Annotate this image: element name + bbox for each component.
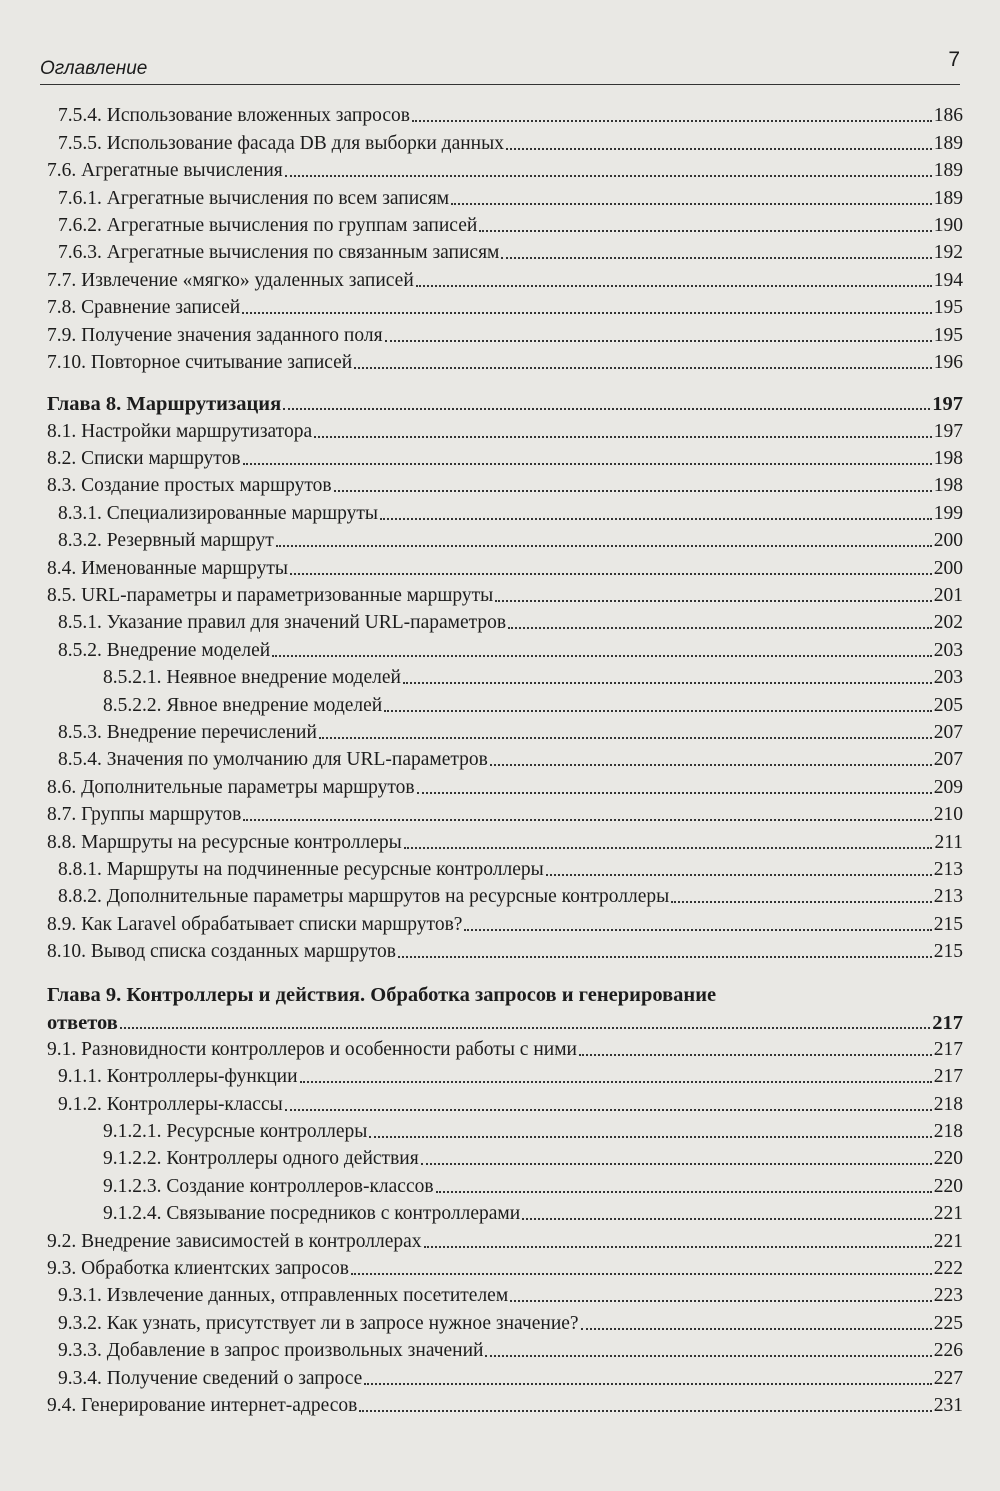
toc-entry-page: 200	[933, 557, 963, 579]
toc-entry[interactable]	[0, 854, 1000, 881]
toc-entry-page: 186	[933, 105, 963, 127]
toc-entry-title: 8.4. Именованные маршруты	[47, 557, 288, 579]
toc-entry-title: 7.10. Повторное считывание записей	[47, 351, 353, 373]
toc-entry-title: 7.6.2. Агрегатные вычисления по группам записей	[58, 214, 478, 236]
toc-entry-title: 9.1.2. Контроллеры-классы	[58, 1093, 283, 1115]
toc-entry[interactable]	[0, 1307, 1000, 1334]
toc-entry-page: 194	[933, 269, 963, 291]
toc-entry-page: 207	[933, 749, 963, 771]
toc-entry[interactable]	[0, 580, 1000, 607]
toc-entry[interactable]	[0, 470, 1000, 497]
dot-leader	[319, 737, 932, 739]
toc-entry-title: 8.8.1. Маршруты на подчиненные ресурсные контроллеры	[58, 858, 544, 880]
toc-entry-page: 207	[933, 721, 963, 743]
toc-entry[interactable]	[0, 1335, 1000, 1362]
toc-entry-page: 215	[933, 913, 963, 935]
toc-entry[interactable]	[0, 1390, 1000, 1417]
toc-entry-title: 8.10. Вывод списка созданных маршрутов	[47, 941, 396, 963]
dot-leader	[290, 573, 932, 575]
toc-entry-title: 8.1. Настройки маршрутизатора	[47, 420, 313, 442]
toc-entry-page: 221	[933, 1230, 963, 1252]
toc-entry-page: 201	[933, 585, 963, 607]
chapter-gap	[0, 374, 1000, 388]
toc-entry-title: 8.5.2. Внедрение моделей	[58, 639, 271, 661]
dot-leader	[421, 1163, 932, 1165]
toc-entry-page: 195	[933, 324, 963, 346]
toc-entry-page: 192	[933, 242, 963, 264]
toc-entry-title: Глава 9. Контроллеры и действия. Обработка запросов и генерирование	[47, 984, 717, 1007]
toc-entry[interactable]	[0, 237, 1000, 264]
dot-leader	[242, 312, 932, 314]
dot-leader	[451, 203, 932, 205]
dot-leader	[359, 1410, 931, 1412]
dot-leader	[354, 367, 932, 369]
toc-entry-title: 9.3.4. Получение сведений о запросе	[58, 1367, 363, 1389]
toc-entry-page: 213	[933, 858, 963, 880]
toc-entry-title: 7.5.4. Использование вложенных запросов	[58, 105, 410, 127]
toc-entry-title: 7.7. Извлечение «мягко» удаленных записей	[47, 269, 414, 291]
toc-entry[interactable]	[0, 881, 1000, 908]
dot-leader	[495, 600, 931, 602]
toc-entry-page: 199	[933, 502, 963, 524]
toc-entry-title: 9.1.2.1. Ресурсные контроллеры	[103, 1121, 368, 1143]
dot-leader	[581, 1328, 932, 1330]
dot-leader	[506, 148, 932, 150]
toc-entry[interactable]	[0, 525, 1000, 552]
toc-entry[interactable]	[0, 415, 1000, 442]
toc-entry-title: 9.1.2.2. Контроллеры одного действия	[103, 1148, 419, 1170]
toc-entry-page: 205	[933, 694, 963, 716]
toc-entry-page: 215	[933, 941, 963, 963]
toc-entry-page: 198	[933, 475, 963, 497]
toc-entry-title: 8.8.2. Дополнительные параметры маршрутов на ресурсные контроллеры	[58, 886, 670, 908]
toc-entry[interactable]	[0, 1280, 1000, 1307]
toc-entry[interactable]	[0, 1116, 1000, 1143]
toc-entry-page: 217	[932, 1011, 963, 1034]
dot-leader	[351, 1273, 932, 1275]
toc-entry-title: 9.1.2.3. Создание контроллеров-классов	[103, 1175, 434, 1197]
toc-entry-title: 7.6.3. Агрегатные вычисления по связанным записям	[58, 242, 500, 264]
dot-leader	[579, 1054, 932, 1056]
table-of-contents	[0, 100, 1000, 1417]
dot-leader	[285, 175, 932, 177]
dot-leader	[120, 1027, 930, 1029]
dot-leader	[403, 682, 932, 684]
toc-entry-title: 8.5. URL-параметры и параметризованные маршруты	[47, 585, 494, 607]
toc-entry[interactable]	[0, 634, 1000, 661]
toc-entry[interactable]	[0, 1143, 1000, 1170]
dot-leader	[364, 1383, 931, 1385]
toc-entry-page: 197	[932, 393, 963, 416]
toc-entry-title: 9.1.2.4. Связывание посредников с контроллерами	[103, 1203, 521, 1225]
toc-entry-title: 9.1. Разновидности контроллеров и особенности работы с ними	[47, 1038, 577, 1060]
toc-entry-title: Глава 8. Маршрутизация	[47, 393, 282, 416]
toc-entry-title: 9.3.2. Как узнать, присутствует ли в запросе нужное значение?	[58, 1312, 579, 1334]
dot-leader	[490, 764, 932, 766]
toc-entry-title: 8.2. Списки маршрутов	[47, 448, 241, 470]
toc-entry-title: 8.3.2. Резервный маршрут	[58, 530, 274, 552]
toc-entry-page: 225	[933, 1312, 963, 1334]
toc-chapter-entry[interactable]	[0, 977, 1000, 1006]
toc-entry[interactable]	[0, 319, 1000, 346]
dot-leader	[276, 545, 932, 547]
toc-entry-title: 9.1.1. Контроллеры-функции	[58, 1066, 298, 1088]
toc-entry[interactable]	[0, 826, 1000, 853]
toc-entry-page: 222	[933, 1258, 963, 1280]
toc-entry-title: 7.6.1. Агрегатные вычисления по всем записям	[58, 187, 450, 209]
toc-entry-page: 221	[933, 1203, 963, 1225]
dot-leader	[384, 710, 932, 712]
toc-entry-title: 9.3.1. Извлечение данных, отправленных посетителем	[58, 1285, 509, 1307]
chapter-gap	[0, 963, 1000, 977]
dot-leader	[671, 901, 931, 903]
toc-entry[interactable]	[0, 182, 1000, 209]
toc-entry[interactable]	[0, 1362, 1000, 1389]
toc-entry[interactable]	[0, 1088, 1000, 1115]
toc-entry-title: 8.5.2.1. Неявное внедрение моделей	[103, 667, 401, 689]
toc-entry-title: 7.8. Сравнение записей	[47, 297, 241, 319]
toc-entry-title: 8.7. Группы маршрутов	[47, 804, 242, 826]
toc-entry-page: 218	[933, 1093, 963, 1115]
toc-entry[interactable]	[0, 155, 1000, 182]
toc-entry[interactable]	[0, 1253, 1000, 1280]
toc-entry-page: 202	[933, 612, 963, 634]
toc-entry-page: 195	[933, 297, 963, 319]
toc-entry-page: 227	[933, 1367, 963, 1389]
dot-leader	[479, 230, 931, 232]
toc-entry[interactable]	[0, 908, 1000, 935]
toc-entry[interactable]	[0, 717, 1000, 744]
toc-entry-title: 7.5.5. Использование фасада DB для выборки данных	[58, 132, 504, 154]
dot-leader	[416, 285, 932, 287]
toc-entry-page: 210	[933, 804, 963, 826]
toc-entry-title: 9.2. Внедрение зависимостей в контроллерах	[47, 1230, 422, 1252]
dot-leader	[380, 518, 932, 520]
toc-entry-title: ответов	[47, 1011, 118, 1034]
dot-leader	[385, 340, 932, 342]
toc-entry-page: 217	[933, 1038, 963, 1060]
dot-leader	[243, 819, 931, 821]
toc-chapter-entry[interactable]	[0, 1006, 1000, 1033]
running-header	[40, 40, 960, 85]
dot-leader	[546, 874, 932, 876]
toc-entry[interactable]	[0, 264, 1000, 291]
toc-entry-page: 220	[933, 1175, 963, 1197]
toc-entry[interactable]	[0, 552, 1000, 579]
toc-entry[interactable]	[0, 1225, 1000, 1252]
toc-entry[interactable]	[0, 1034, 1000, 1061]
toc-entry-page: 231	[933, 1394, 963, 1416]
dot-leader	[522, 1218, 932, 1220]
toc-entry[interactable]	[0, 689, 1000, 716]
toc-entry-title: 8.6. Дополнительные параметры маршрутов	[47, 776, 415, 798]
toc-entry-title: 9.4. Генерирование интернет-адресов	[47, 1394, 358, 1416]
toc-entry-title: 8.5.2.2. Явное внедрение моделей	[103, 694, 383, 716]
dot-leader	[485, 1355, 931, 1357]
dot-leader	[464, 929, 931, 931]
toc-entry-title: 7.9. Получение значения заданного поля	[47, 324, 383, 346]
toc-entry[interactable]	[0, 497, 1000, 524]
dot-leader	[398, 956, 932, 958]
toc-entry-page: 203	[933, 667, 963, 689]
dot-leader	[436, 1191, 932, 1193]
toc-entry[interactable]	[0, 443, 1000, 470]
dot-leader	[508, 627, 932, 629]
dot-leader	[243, 463, 932, 465]
toc-chapter-entry[interactable]	[0, 388, 1000, 415]
toc-entry[interactable]	[0, 771, 1000, 798]
dot-leader	[412, 120, 932, 122]
toc-entry-page: 211	[934, 831, 963, 853]
toc-entry[interactable]	[0, 210, 1000, 237]
toc-entry-page: 189	[933, 187, 963, 209]
toc-entry-page: 197	[933, 420, 963, 442]
toc-entry-title: 7.6. Агрегатные вычисления	[47, 160, 283, 182]
dot-leader	[334, 490, 932, 492]
toc-entry-title: 8.8. Маршруты на ресурсные контроллеры	[47, 831, 402, 853]
toc-entry[interactable]	[0, 744, 1000, 771]
toc-entry[interactable]	[0, 936, 1000, 963]
dot-leader	[285, 1109, 932, 1111]
toc-entry-title: 8.3. Создание простых маршрутов	[47, 475, 332, 497]
dot-leader	[272, 655, 932, 657]
toc-entry[interactable]	[0, 1198, 1000, 1225]
toc-entry-page: 203	[933, 639, 963, 661]
toc-entry-title: 9.3.3. Добавление в запрос произвольных значений	[58, 1340, 484, 1362]
toc-entry[interactable]	[0, 347, 1000, 374]
toc-entry-page: 226	[933, 1340, 963, 1362]
page-number: 7	[948, 48, 960, 71]
toc-entry[interactable]	[0, 100, 1000, 127]
toc-entry-page: 196	[933, 351, 963, 373]
dot-leader	[283, 408, 930, 410]
toc-entry[interactable]	[0, 799, 1000, 826]
dot-leader	[424, 1246, 932, 1248]
dot-leader	[314, 436, 932, 438]
toc-entry-title: 8.3.1. Специализированные маршруты	[58, 502, 378, 524]
toc-entry-title: 8.5.3. Внедрение перечислений	[58, 721, 317, 743]
toc-entry-title: 8.5.1. Указание правил для значений URL-параметров	[58, 612, 507, 634]
toc-entry-page: 189	[933, 132, 963, 154]
dot-leader	[417, 792, 932, 794]
toc-entry-page: 200	[933, 530, 963, 552]
toc-entry-title: 8.9. Как Laravel обрабатывает списки маршрутов?	[47, 913, 463, 935]
toc-entry[interactable]	[0, 662, 1000, 689]
dot-leader	[510, 1300, 932, 1302]
dot-leader	[404, 847, 933, 849]
dot-leader	[300, 1081, 932, 1083]
toc-entry[interactable]	[0, 292, 1000, 319]
toc-entry-page: 198	[933, 448, 963, 470]
toc-entry-page: 213	[933, 886, 963, 908]
toc-entry-page: 223	[933, 1285, 963, 1307]
toc-entry[interactable]	[0, 127, 1000, 154]
toc-entry[interactable]	[0, 607, 1000, 634]
dot-leader	[369, 1136, 931, 1138]
dot-leader	[501, 257, 931, 259]
toc-entry-page: 190	[933, 214, 963, 236]
toc-entry-page: 218	[933, 1121, 963, 1143]
running-title: Оглавление	[40, 58, 148, 79]
toc-entry-title: 8.5.4. Значения по умолчанию для URL-параметров	[58, 749, 488, 771]
toc-entry[interactable]	[0, 1170, 1000, 1197]
toc-entry-title: 9.3. Обработка клиентских запросов	[47, 1258, 349, 1280]
toc-entry-page: 189	[933, 160, 963, 182]
toc-entry-page: 220	[933, 1148, 963, 1170]
toc-entry-page: 217	[933, 1066, 963, 1088]
toc-entry-page: 209	[933, 776, 963, 798]
toc-entry[interactable]	[0, 1061, 1000, 1088]
